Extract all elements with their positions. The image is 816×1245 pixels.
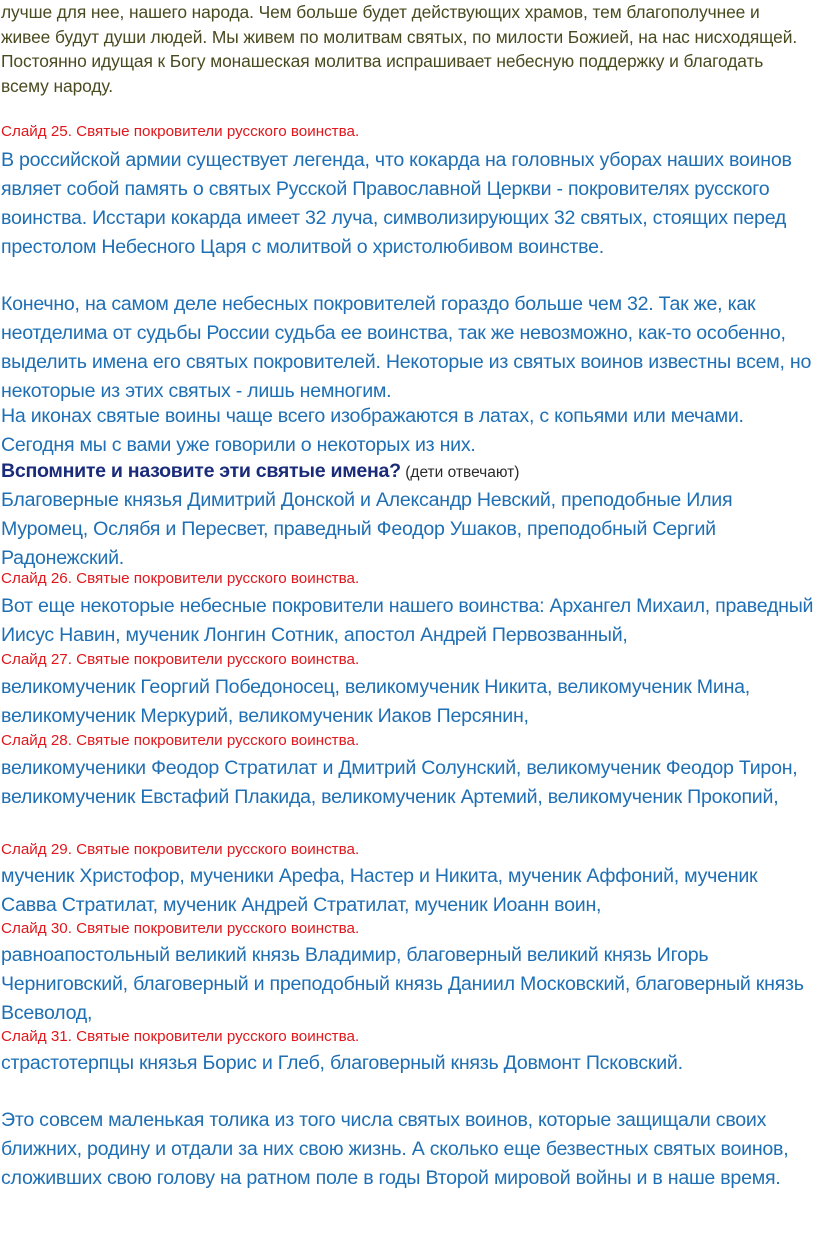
answer-paragraph: Благоверные князья Димитрий Донской и Александр Невский, преподобные Илия Муромец, Ослябя и Пересвет, праведный Феодор Ушаков, преподобный Сергий Радонежский. [1, 489, 733, 569]
slide-29-paragraph: мученик Христофор, мученики Арефа, Настер и Никита, мученик Аффоний, мученик Савва Стратилат, мученик Андрей Стратилат, мученик Иоанн воин, [1, 865, 758, 916]
slide-25-heading: Слайд 25. Святые покровители русского воинства. [1, 123, 360, 140]
slide-28-heading: Слайд 28. Святые покровители русского воинства. [1, 732, 360, 749]
question-note: (дети отвечают) [405, 464, 520, 481]
question-line [1, 458, 519, 486]
icons-paragraph: На иконах святые воины чаще всего изображаются в латах, с копьями или мечами. Сегодня мы с вами уже говорили о некоторых из них. [1, 405, 744, 456]
slide-28-paragraph: великомученики Феодор Стратилат и Дмитрий Солунский, великомученик Феодор Тирон, великомученик Евстафий Плакида, великомученик Артемий, великомученик Прокопий, [1, 757, 798, 808]
slide-29-heading: Слайд 29. Святые покровители русского воинства. [1, 841, 360, 858]
slide-26-paragraph: Вот еще некоторые небесные покровители нашего воинства: Архангел Михаил, праведный Иисус Навин, мученик Лонгин Сотник, апостол Андрей Первозванный, [1, 595, 814, 646]
slide-27-paragraph: великомученик Георгий Победоносец, великомученик Никита, великомученик Мина, великомученик Меркурий, великомученик Иаков Персянин, [1, 676, 750, 727]
final-paragraph: Это совсем маленькая толика из того числа святых воинов, которые защищали своих ближних, родину и отдали за них свою жизнь. А сколько еще безвестных святых воинов, сложивших свою голову на ратном поле в годы Второй мировой войны и в наше время. [1, 1109, 789, 1189]
slide-31-paragraph: страстотерпцы князья Борис и Глеб, благоверный князь Довмонт Псковский. [1, 1052, 683, 1074]
more-patrons-paragraph: Конечно, на самом деле небесных покровителей гораздо больше чем 32. Так же, как неотделима от судьбы России судьба ее воинства, так же невозможно, как-то особенно, выделить имена его святых покровителей. Некоторые из святых воинов известны всем, но некоторые из этих святых - лишь немногим. [1, 293, 812, 402]
slide-30-heading: Слайд 30. Святые покровители русского воинства. [1, 920, 360, 937]
question-text: Вспомните и назовите эти святые имена? [1, 460, 401, 482]
slide-27-heading: Слайд 27. Святые покровители русского воинства. [1, 651, 360, 668]
slide-31-heading: Слайд 31. Святые покровители русского воинства. [1, 1028, 360, 1045]
legend-paragraph: В российской армии существует легенда, что кокарда на головных уборах наших воинов являет собой память о святых Русской Православной Церкви - покровителях русского воинства. Исстари кокарда имеет 32 луча, символизирующих 32 святых, стоящих перед престолом Небесного Царя с молитвой о христолюбивом воинстве. [1, 149, 792, 258]
slide-26-heading: Слайд 26. Святые покровители русского воинства. [1, 570, 360, 587]
intro-paragraph: лучше для нее, нашего народа. Чем больше будет действующих храмов, тем благополучнее и живее будут души людей. Мы живем по молитвам святых, по милости Божией, на нас нисходящей. Постоянно идущая к Богу монашеская молитва испрашивает небесную поддержку и благодать всему народу. [1, 2, 798, 96]
slide-30-paragraph: равноапостольный великий князь Владимир, благоверный великий князь Игорь Черниговский, благоверный и преподобный князь Даниил Московский, благоверный князь Всеволод, [1, 944, 804, 1024]
